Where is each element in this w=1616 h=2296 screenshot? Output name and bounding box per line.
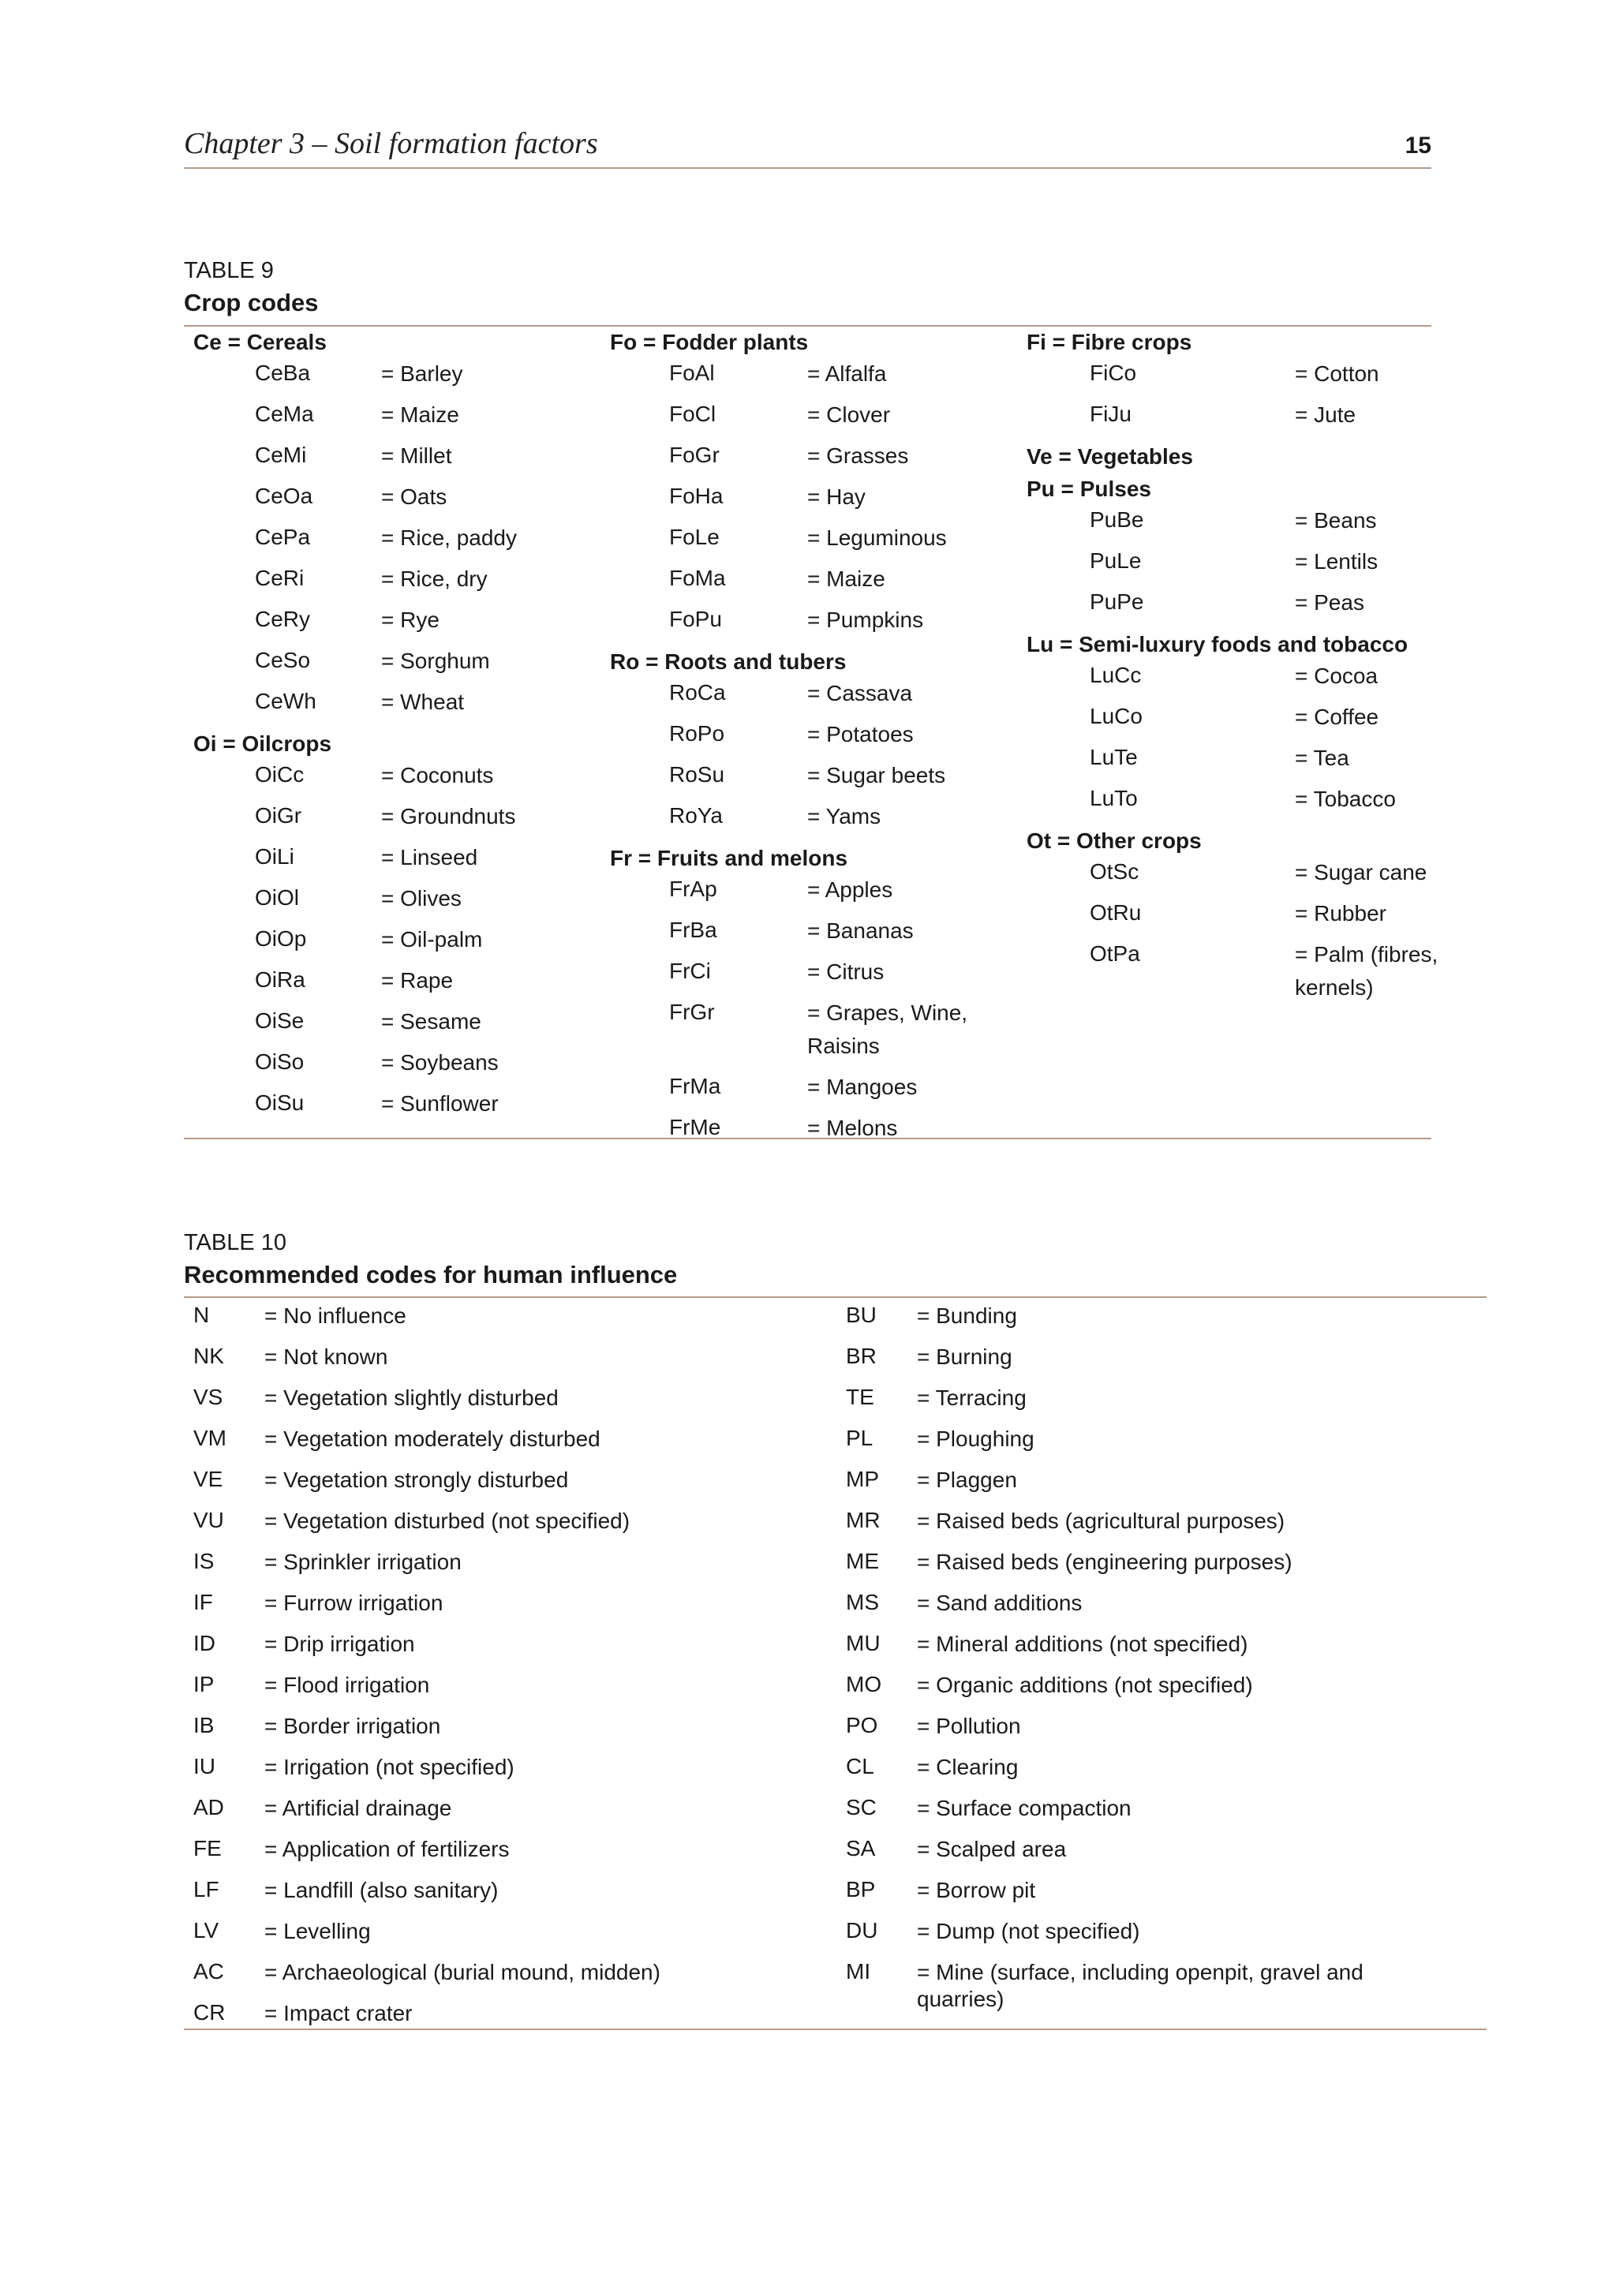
influence-code: SC <box>846 1795 877 1819</box>
crop-group-heading: Pu = Pulses <box>1027 477 1151 501</box>
influence-code: SA <box>846 1836 876 1860</box>
crop-name: = Cassava <box>807 681 913 705</box>
influence-code: VU <box>193 1508 224 1532</box>
crop-name: = Bananas <box>807 918 914 943</box>
crop-code: FrCi <box>669 959 711 983</box>
crop-name: = Melons <box>807 1116 898 1140</box>
crop-name: = Apples <box>807 877 893 902</box>
crop-code: FoGr <box>669 443 720 467</box>
crop-name: = Rubber <box>1295 901 1386 926</box>
crop-code: FoCl <box>669 402 716 426</box>
influence-code: TE <box>846 1385 874 1409</box>
crop-name: = Pumpkins <box>807 608 924 632</box>
crop-name: = Tobacco <box>1295 787 1396 811</box>
influence-name: = Vegetation slightly disturbed <box>264 1385 559 1410</box>
influence-name: = Mineral additions (not specified) <box>917 1632 1248 1656</box>
table10-title: Recommended codes for human influence <box>184 1261 678 1288</box>
crop-name: = Sorghum <box>381 649 490 673</box>
crop-name: = Rape <box>381 968 454 993</box>
crop-group-heading: Ro = Roots and tubers <box>610 649 847 674</box>
influence-name: = Plaggen <box>917 1468 1017 1492</box>
crop-code: CeBa <box>255 361 311 385</box>
crop-code: PuBe <box>1090 507 1144 532</box>
crop-code: FoHa <box>669 484 724 508</box>
crop-name: = Coconuts <box>381 763 494 787</box>
crop-name: = Oats <box>381 484 447 509</box>
influence-code: IB <box>193 1713 215 1737</box>
influence-name: = Impact crater <box>264 2001 413 2025</box>
crop-name: = Beans <box>1295 508 1377 533</box>
crop-group-heading: Lu = Semi-luxury foods and tobacco <box>1027 632 1408 656</box>
influence-code: IP <box>193 1672 215 1696</box>
crop-code: FiJu <box>1090 402 1132 426</box>
crop-name: = Sugar beets <box>807 763 946 787</box>
crop-code: PuPe <box>1090 589 1144 614</box>
influence-code: LF <box>193 1877 219 1901</box>
table9-bottom-rule <box>184 1138 1431 1139</box>
crop-code: OiCc <box>255 762 305 787</box>
crop-name: = Alfalfa <box>807 361 887 386</box>
chapter-title: Chapter 3 – Soil formation factors <box>184 127 598 160</box>
influence-code: PO <box>846 1713 878 1737</box>
influence-code: IU <box>193 1754 215 1778</box>
influence-code: PL <box>846 1426 873 1450</box>
crop-name: = Rye <box>381 608 440 632</box>
influence-code: NK <box>193 1344 224 1368</box>
influence-name: = Mine (surface, including openpit, gravel and quarries) <box>917 1960 1364 2011</box>
influence-name: = Bunding <box>917 1303 1017 1328</box>
influence-name: = Not known <box>264 1344 388 1369</box>
crop-name: = Potatoes <box>807 722 914 746</box>
crop-name: = Jute <box>1295 402 1356 427</box>
influence-name: = Terracing <box>917 1385 1027 1410</box>
crop-name: = Grasses <box>807 443 909 468</box>
crop-code: CeMa <box>255 402 314 426</box>
crop-name: = Mangoes <box>807 1075 918 1099</box>
influence-code: VS <box>193 1385 223 1409</box>
crop-code: CeRi <box>255 566 305 590</box>
influence-name: = Drip irrigation <box>264 1632 415 1656</box>
crop-name: = Maize <box>807 567 885 591</box>
crop-name: = Rice, paddy <box>381 525 517 550</box>
crop-name: = Tea <box>1295 746 1349 770</box>
crop-code: OiLi <box>255 844 294 869</box>
influence-code: MS <box>846 1590 879 1614</box>
crop-code: CeSo <box>255 648 311 672</box>
influence-code: VM <box>193 1426 226 1450</box>
crop-name: = Palm (fibres, kernels) <box>1295 942 1438 1000</box>
influence-code: N <box>193 1303 210 1327</box>
influence-code: MI <box>846 1959 871 1984</box>
crop-name: = Cotton <box>1295 361 1379 386</box>
crop-group-heading: Oi = Oilcrops <box>193 731 332 756</box>
crop-name: = Peas <box>1295 590 1364 615</box>
influence-code: ID <box>193 1631 215 1655</box>
influence-name: = Scalped area <box>917 1837 1067 1861</box>
crop-code: FoLe <box>669 525 720 549</box>
crop-code: RoCa <box>669 680 726 705</box>
crop-group-heading: Fo = Fodder plants <box>610 330 809 354</box>
influence-name: = Surface compaction <box>917 1796 1132 1820</box>
crop-name: = Citrus <box>807 959 885 984</box>
crop-code: OiSe <box>255 1008 305 1033</box>
influence-name: = Vegetation moderately disturbed <box>264 1427 600 1451</box>
crop-name: = Maize <box>381 402 459 427</box>
crop-name: = Grapes, Wine, Raisins <box>807 1000 968 1058</box>
crop-group-heading: Ve = Vegetables <box>1027 444 1193 469</box>
influence-name: = No influence <box>264 1303 406 1328</box>
influence-name: = Raised beds (agricultural purposes) <box>917 1509 1285 1533</box>
influence-name: = Application of fertilizers <box>264 1837 510 1861</box>
crop-name: = Linseed <box>381 845 478 869</box>
table10-top-rule <box>184 1296 1487 1298</box>
crop-code: FrBa <box>669 918 717 942</box>
crop-code: FoAl <box>669 361 715 385</box>
crop-code: CeMi <box>255 443 307 467</box>
crop-group-heading: Ce = Cereals <box>193 330 327 354</box>
influence-code: MU <box>846 1631 881 1655</box>
influence-name: = Archaeological (burial mound, midden) <box>264 1960 660 1984</box>
crop-name: = Yams <box>807 804 881 828</box>
influence-name: = Borrow pit <box>917 1878 1036 1902</box>
crop-name: = Lentils <box>1295 549 1378 574</box>
crop-group-heading: Fi = Fibre crops <box>1027 330 1192 354</box>
influence-name: = Dump (not specified) <box>917 1919 1140 1943</box>
crop-code: CeRy <box>255 607 311 631</box>
crop-code: FrAp <box>669 877 717 901</box>
influence-code: IF <box>193 1590 213 1614</box>
crop-name: = Barley <box>381 361 463 386</box>
influence-name: = Landfill (also sanitary) <box>264 1878 499 1902</box>
crop-code: OiOl <box>255 885 299 910</box>
influence-name: = Irrigation (not specified) <box>264 1755 514 1779</box>
influence-name: = Border irrigation <box>264 1714 441 1738</box>
influence-code: CL <box>846 1754 874 1778</box>
influence-name: = Vegetation strongly disturbed <box>264 1468 569 1492</box>
influence-name: = Artificial drainage <box>264 1796 452 1820</box>
crop-name: = Leguminous <box>807 525 947 550</box>
influence-code: VE <box>193 1467 223 1491</box>
crop-name: = Groundnuts <box>381 804 516 828</box>
crop-name: = Coffee <box>1295 705 1379 729</box>
crop-code: RoPo <box>669 721 725 746</box>
influence-code: CR <box>193 2000 226 2025</box>
crop-code: RoSu <box>669 762 725 787</box>
influence-code: AC <box>193 1959 224 1984</box>
crop-code: FoPu <box>669 607 722 631</box>
influence-code: LV <box>193 1918 219 1943</box>
influence-code: AD <box>193 1795 224 1819</box>
crop-code: OtPa <box>1090 941 1140 966</box>
crop-code: PuLe <box>1090 548 1142 573</box>
crop-code: LuCo <box>1090 704 1143 728</box>
influence-name: = Levelling <box>264 1919 371 1943</box>
crop-group-heading: Ot = Other crops <box>1027 828 1202 853</box>
influence-name: = Pollution <box>917 1714 1021 1738</box>
influence-code: BU <box>846 1303 877 1327</box>
crop-code: OtRu <box>1090 900 1142 925</box>
influence-code: BR <box>846 1344 877 1368</box>
crop-code: OiRa <box>255 967 305 992</box>
influence-code: FE <box>193 1836 222 1860</box>
crop-code: OiOp <box>255 926 307 951</box>
influence-code: DU <box>846 1918 878 1943</box>
table9-label: TABLE 9 <box>184 258 274 283</box>
crop-code: FoMa <box>669 566 726 590</box>
crop-name: = Sugar cane <box>1295 860 1427 884</box>
crop-name: = Cocoa <box>1295 664 1378 688</box>
crop-name: = Sunflower <box>381 1091 499 1116</box>
crop-code: FiCo <box>1090 361 1137 385</box>
crop-name: = Clover <box>807 402 891 427</box>
influence-name: = Clearing <box>917 1755 1019 1779</box>
crop-group-heading: Fr = Fruits and melons <box>610 846 848 870</box>
influence-code: MO <box>846 1672 882 1696</box>
table9-top-rule <box>184 325 1431 327</box>
crop-code: OiGr <box>255 803 302 828</box>
crop-code: RoYa <box>669 803 723 828</box>
influence-code: BP <box>846 1877 876 1901</box>
influence-code: IS <box>193 1549 215 1573</box>
crop-code: FrMa <box>669 1074 721 1098</box>
running-header <box>184 118 1431 169</box>
crop-name: = Rice, dry <box>381 567 488 591</box>
crop-name: = Olives <box>381 886 462 911</box>
influence-name: = Sprinkler irrigation <box>264 1550 462 1574</box>
crop-code: FrMe <box>669 1115 721 1139</box>
influence-name: = Ploughing <box>917 1427 1034 1451</box>
crop-code: OiSo <box>255 1049 305 1074</box>
influence-name: = Vegetation disturbed (not specified) <box>264 1509 630 1533</box>
table10-bottom-rule <box>184 2029 1487 2030</box>
influence-name: = Flood irrigation <box>264 1673 430 1697</box>
influence-name: = Furrow irrigation <box>264 1591 443 1615</box>
influence-code: MR <box>846 1508 881 1532</box>
crop-name: = Wheat <box>381 690 465 714</box>
crop-name: = Oil-palm <box>381 927 483 952</box>
influence-name: = Organic additions (not specified) <box>917 1673 1253 1697</box>
influence-name: = Raised beds (engineering purposes) <box>917 1550 1292 1574</box>
influence-code: MP <box>846 1467 879 1491</box>
crop-code: LuCc <box>1090 663 1142 687</box>
table10-label: TABLE 10 <box>184 1230 287 1255</box>
crop-code: LuTe <box>1090 745 1138 769</box>
influence-name: = Burning <box>917 1344 1012 1369</box>
crop-code: OiSu <box>255 1090 305 1115</box>
crop-name: = Sesame <box>381 1009 481 1034</box>
crop-name: = Soybeans <box>381 1050 499 1075</box>
crop-code: FrGr <box>669 1000 715 1024</box>
crop-code: CeOa <box>255 484 313 508</box>
crop-code: OtSc <box>1090 859 1139 884</box>
influence-name: = Sand additions <box>917 1591 1083 1615</box>
crop-name: = Hay <box>807 484 866 509</box>
page-number: 15 <box>1405 133 1431 159</box>
crop-code: LuTo <box>1090 786 1138 810</box>
table9-title: Crop codes <box>184 289 319 316</box>
crop-code: CeWh <box>255 689 316 713</box>
influence-code: ME <box>846 1549 879 1573</box>
crop-code: CePa <box>255 525 311 549</box>
crop-name: = Millet <box>381 443 452 468</box>
